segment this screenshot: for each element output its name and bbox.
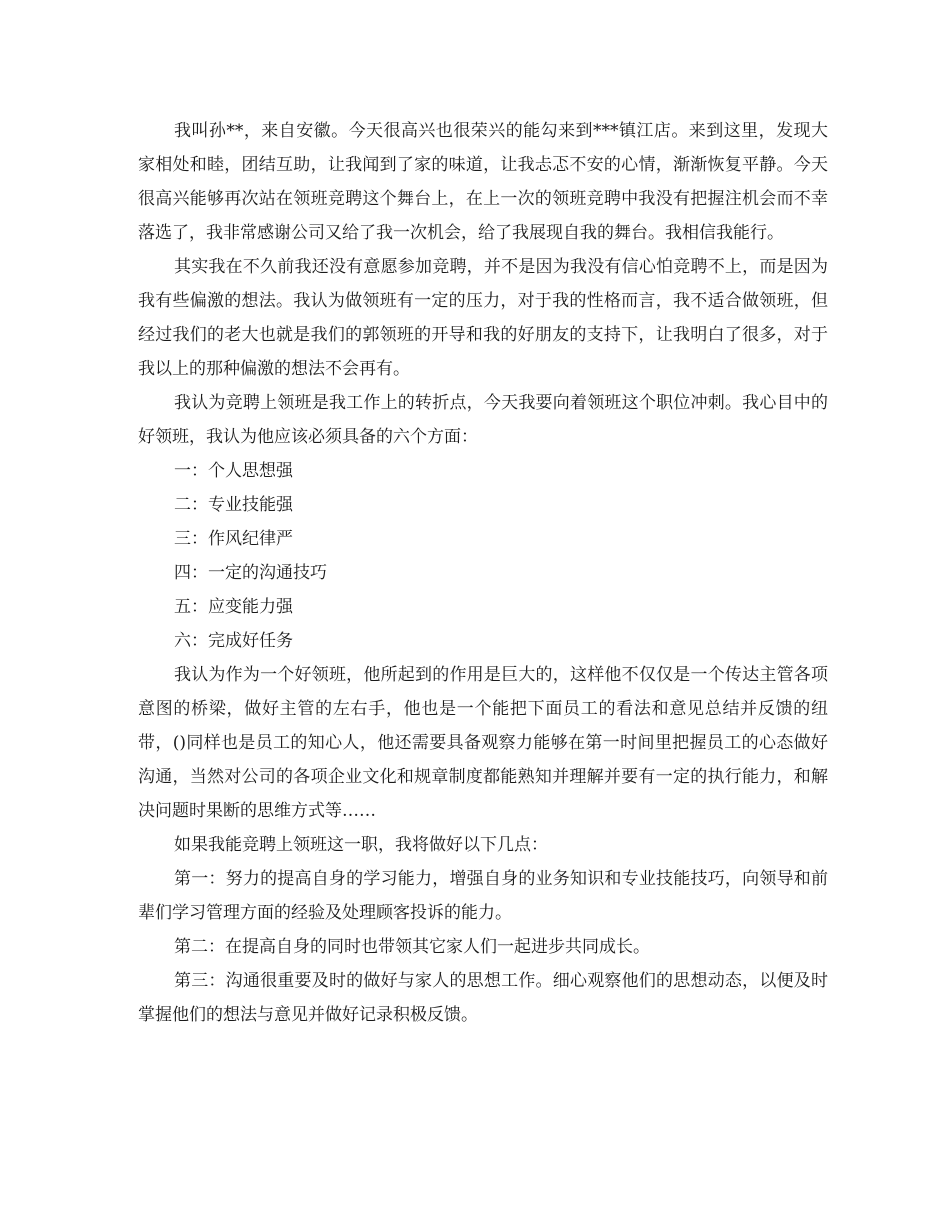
list-item-3: 三：作风纪律严 — [174, 529, 293, 549]
list-item-1: 一：个人思想强 — [174, 461, 293, 481]
list-item-2: 二：专业技能强 — [174, 495, 293, 515]
document-body — [138, 114, 828, 1032]
plan-item-3: 第三：沟通很重要及时的做好与家人的思想工作。细心观察他们的思想动态，以便及时掌握他们的想法与意见并做好记录积极反馈。 — [138, 971, 828, 1025]
paragraph-role: 我认为作为一个好领班，他所起到的作用是巨大的，这样他不仅仅是一个传达主管各项意图的桥梁，做好主管的左右手，他也是一个能把下面员工的看法和意见总结并反馈的纽带，()同样也是员工的知心人，他还需要具备观察力能够在第一时间里把握员工的心态做好沟通，当然对公司的各项企业文化和规章制度都能熟知并理解并要有一定的执行能力，和解决问题时果断的思维方式等…… — [138, 665, 828, 821]
paragraph-turning-point: 我认为竞聘上领班是我工作上的转折点，今天我要向着领班这个职位冲刺。我心目中的好领班，我认为他应该必须具备的六个方面： — [138, 393, 828, 447]
list-item-4: 四：一定的沟通技巧 — [174, 563, 327, 583]
plan-item-2: 第二：在提高自身的同时也带领其它家人们一起进步共同成长。 — [174, 937, 650, 957]
list-item-5: 五：应变能力强 — [174, 597, 293, 617]
plan-item-1: 第一：努力的提高自身的学习能力，增强自身的业务知识和专业技能技巧，向领导和前辈们学习管理方面的经验及处理顾客投诉的能力。 — [138, 869, 828, 923]
paragraph-plan-intro: 如果我能竞聘上领班这一职，我将做好以下几点： — [174, 835, 548, 855]
paragraph-intro: 我叫孙**，来自安徽。今天很高兴也很荣兴的能勾来到***镇江店。来到这里，发现大家相处和睦，团结互助，让我闻到了家的味道，让我忐忑不安的心情，渐渐恢复平静。今天很高兴能够再次站在领班竞聘这个舞台上，在上一次的领班竞聘中我没有把握注机会而不幸落选了，我非常感谢公司又给了我一次机会，给了我展现自我的舞台。我相信我能行。 — [138, 121, 828, 243]
list-item-6: 六：完成好任务 — [174, 631, 293, 651]
paragraph-hesitation: 其实我在不久前我还没有意愿参加竞聘，并不是因为我没有信心怕竞聘不上，而是因为我有些偏激的想法。我认为做领班有一定的压力，对于我的性格而言，我不适合做领班，但经过我们的老大也就是我们的郭领班的开导和我的好朋友的支持下，让我明白了很多，对于我以上的那种偏激的想法不会再有。 — [138, 257, 828, 379]
